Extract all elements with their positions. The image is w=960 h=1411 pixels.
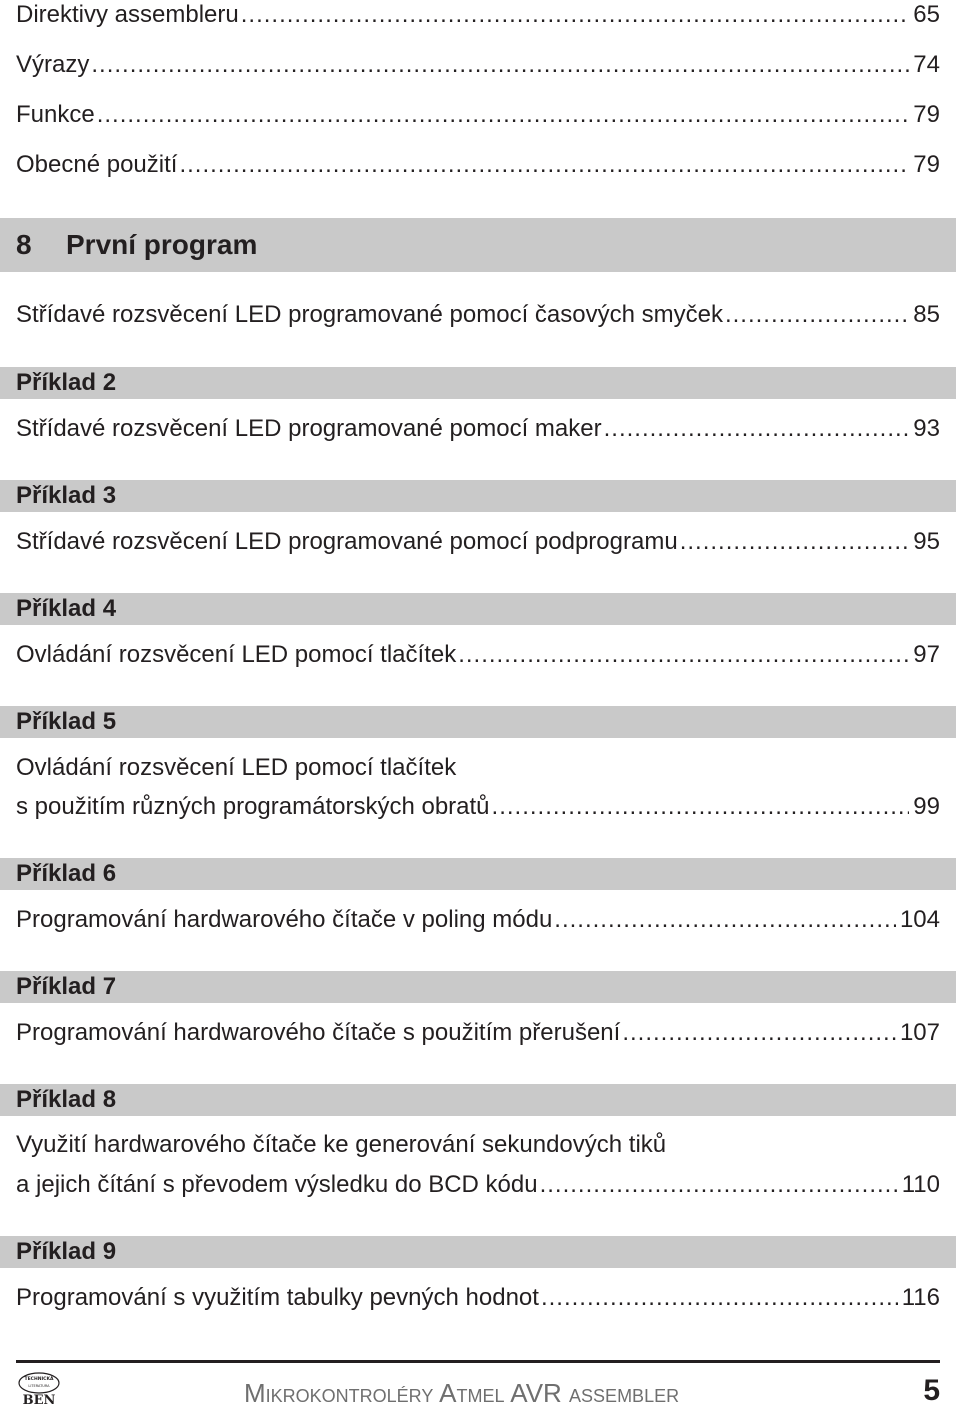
toc-entry-page: 116 — [901, 1284, 940, 1311]
toc-entry-title: s použitím různých programátorských obratů — [16, 793, 490, 820]
toc-entry[interactable] — [16, 1018, 940, 1048]
toc-entry-page: 74 — [913, 51, 940, 78]
publisher-logo-icon — [16, 1371, 62, 1407]
toc-entry[interactable] — [16, 50, 940, 80]
toc-entry-page: 104 — [899, 906, 940, 933]
toc-entry-page: 85 — [913, 301, 940, 328]
toc-entry-title: Programování s využitím tabulky pevných hodnot — [16, 1284, 539, 1311]
toc-entry-page: 97 — [913, 641, 940, 668]
dot-leader — [604, 414, 910, 444]
toc-entry-page: 93 — [913, 415, 940, 442]
dot-leader — [680, 527, 910, 557]
example-heading — [0, 706, 956, 738]
toc-entry-title: Střídavé rozsvěcení LED programované pomocí maker — [16, 415, 602, 442]
dot-leader — [622, 1018, 896, 1048]
example-heading — [0, 971, 956, 1003]
example-heading — [0, 367, 956, 399]
logo-mid-text: LITERATURA — [28, 1384, 50, 1388]
example-heading — [0, 1236, 956, 1268]
toc-entry-title: Programování hardwarového čítače v poling módu — [16, 906, 553, 933]
example-label: Příklad 3 — [16, 482, 117, 509]
chapter-title: První program — [66, 229, 258, 260]
toc-entry[interactable] — [16, 414, 940, 444]
chapter-heading — [0, 218, 956, 272]
toc-entry-page: 95 — [913, 528, 940, 555]
toc-entry-page: 79 — [913, 101, 940, 128]
example-label: Příklad 4 — [16, 595, 117, 622]
toc-entry[interactable] — [16, 0, 940, 30]
toc-entry[interactable] — [16, 792, 940, 822]
toc-entry-title: Střídavé rozsvěcení LED programované pomocí podprogramu — [16, 528, 678, 555]
toc-entry-line: Ovládání rozsvěcení LED pomocí tlačítek — [16, 754, 457, 781]
toc-entry-page: 107 — [899, 1019, 940, 1046]
example-label: Příklad 2 — [16, 369, 117, 396]
toc-entry-page: 110 — [901, 1171, 940, 1198]
toc-entry-page: 79 — [913, 151, 940, 178]
toc-entry-title: Direktivy assembleru — [16, 1, 239, 28]
toc-entry[interactable] — [16, 1170, 940, 1200]
toc-entry[interactable] — [16, 100, 940, 130]
dot-leader — [97, 100, 910, 130]
toc-entry[interactable] — [16, 150, 940, 180]
dot-leader — [179, 150, 909, 180]
example-heading — [0, 858, 956, 890]
toc-entry-title: Ovládání rozsvěcení LED pomocí tlačítek — [16, 641, 457, 668]
example-heading — [0, 1084, 956, 1116]
dot-leader — [492, 792, 910, 822]
footer-book-title: Mikrokontroléry Atmel AVR assembler — [244, 1378, 680, 1408]
toc-entry[interactable] — [16, 300, 940, 330]
example-label: Příklad 7 — [16, 973, 117, 1000]
example-heading — [0, 593, 956, 625]
footer-rule — [16, 1360, 940, 1363]
example-heading — [0, 480, 956, 512]
dot-leader — [458, 640, 909, 670]
dot-leader — [725, 300, 909, 330]
toc-entry[interactable] — [16, 527, 940, 557]
dot-leader — [541, 1283, 898, 1313]
toc-entry-title: Funkce — [16, 101, 95, 128]
dot-leader — [540, 1170, 898, 1200]
toc-entry-title: Programování hardwarového čítače s použitím přerušení — [16, 1019, 621, 1046]
dot-leader — [241, 0, 910, 30]
example-label: Příklad 5 — [16, 708, 117, 735]
chapter-number: 8 — [16, 229, 32, 260]
toc-entry-page: 99 — [913, 793, 940, 820]
toc-entry[interactable] — [16, 1283, 940, 1313]
toc-entry-title: a jejich čítání s převodem výsledku do BCD kódu — [16, 1171, 538, 1198]
logo-top-text: TECHNICKÁ — [24, 1377, 54, 1382]
toc-entry-title: Výrazy — [16, 51, 90, 78]
toc-entry-line: Využití hardwarového čítače ke generování sekundových tiků — [16, 1131, 667, 1158]
toc-entry-page: 65 — [913, 1, 940, 28]
toc-entry-title: Střídavé rozsvěcení LED programované pomocí časových smyček — [16, 301, 723, 328]
toc-entry[interactable] — [16, 640, 940, 670]
toc-entry[interactable] — [16, 905, 940, 935]
dot-leader — [91, 50, 909, 80]
example-label: Příklad 6 — [16, 860, 117, 887]
toc-entry-title: Obecné použití — [16, 151, 178, 178]
logo-main-text: BEN — [22, 1393, 56, 1407]
example-label: Příklad 8 — [16, 1086, 117, 1113]
page-number: 5 — [923, 1374, 940, 1407]
dot-leader — [554, 905, 896, 935]
example-label: Příklad 9 — [16, 1238, 117, 1265]
